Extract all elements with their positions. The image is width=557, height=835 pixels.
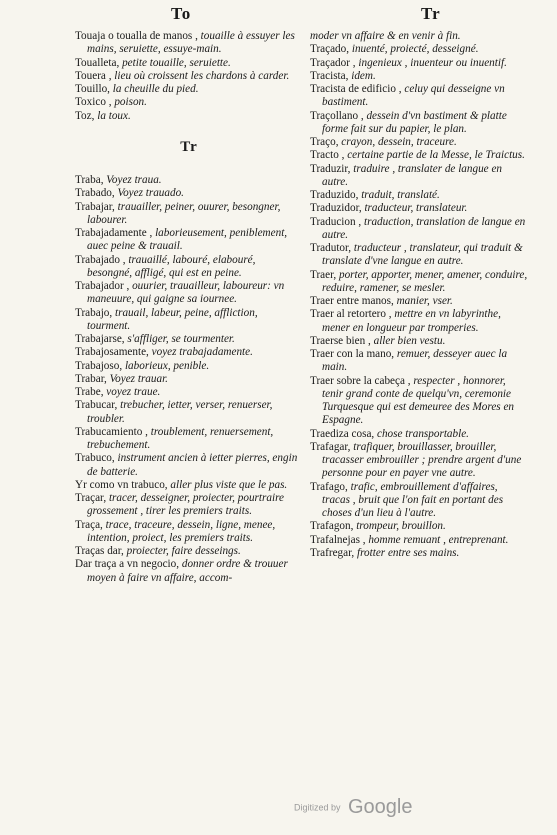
dictionary-entry	[75, 360, 303, 373]
dictionary-entry	[310, 57, 528, 70]
entry-definition: respecter , honnorer, tenir grand conte de quelqu'vn, ceremonie Turquesque qui est demeuree des Mores en Espagne.	[322, 374, 515, 427]
entry-headword: Traer sobre la cabeça ,	[310, 374, 411, 387]
entry-headword: Toxico ,	[75, 96, 112, 109]
dictionary-entry	[75, 386, 303, 399]
entry-definition: idem.	[351, 69, 376, 82]
entry-headword: Trabar,	[75, 372, 107, 385]
entry-definition: traducteur , translateur, qui traduit & translate d'vne langue en autre.	[322, 242, 523, 268]
dictionary-entry	[310, 149, 528, 162]
dictionary-entry	[310, 335, 528, 348]
entry-headword: Trabajo,	[75, 306, 113, 319]
entry-headword: Yr como vn trabuco,	[75, 478, 168, 491]
right-column	[310, 30, 528, 560]
entry-definition: voyez traue.	[106, 386, 161, 398]
watermark-prefix: Digitized by	[294, 802, 341, 813]
entry-definition: la cheuille du pied.	[112, 83, 199, 95]
dictionary-entry	[75, 307, 303, 334]
dictionary-entry	[75, 346, 303, 359]
entry-definition: trauailler, peiner, ouurer, besongner, labourer.	[87, 200, 281, 226]
dictionary-entry	[75, 479, 303, 492]
entry-headword: Tracista de edificio ,	[310, 83, 402, 95]
entry-definition: aller plus viste que le pas.	[170, 478, 288, 491]
entry-headword: Touaja o toualla de manos ,	[75, 30, 198, 42]
entry-headword: Traer,	[310, 268, 337, 281]
dictionary-entry	[310, 163, 528, 190]
entry-definition: instrument ancien à ietter pierres, engin de batterie.	[87, 452, 298, 478]
entry-headword: Traça,	[75, 518, 103, 531]
entry-definition: donner ordre & trouuer moyen à faire vn affaire, accom-	[87, 558, 288, 584]
entry-headword: Trafalnejas ,	[310, 533, 366, 546]
left-column	[75, 30, 303, 585]
entry-definition: trace, traceure, dessein, ligne, menee, intention, proiect, les premiers traits.	[87, 518, 276, 544]
entry-headword: Tracto ,	[310, 149, 345, 162]
dictionary-entry	[75, 57, 303, 70]
dictionary-entry	[75, 452, 303, 479]
dictionary-entry	[310, 534, 528, 547]
entry-definition: troublement, renuersement, trebuchement.	[87, 425, 274, 451]
entry-definition: inuenté, proiecté, desseigné.	[351, 43, 479, 56]
dictionary-entry	[75, 187, 303, 200]
entry-definition: crayon, dessein, traceure.	[341, 136, 457, 148]
entry-headword: Traças dar,	[75, 545, 124, 557]
entry-headword: Traduzidor,	[310, 202, 362, 215]
dictionary-entry	[310, 110, 528, 137]
section-heading: Tr	[180, 138, 198, 155]
entry-definition: proiecter, faire desseings.	[126, 545, 241, 557]
dictionary-entry	[310, 30, 528, 43]
entry-headword: Traer con la mano,	[310, 348, 395, 360]
watermark-brand: Google	[347, 796, 413, 818]
dictionary-entry	[75, 373, 303, 386]
dictionary-entry	[310, 375, 528, 428]
entry-definition: moder vn affaire & en venir à fin.	[310, 30, 461, 42]
entry-headword: Traerse bien ,	[310, 334, 371, 347]
entry-definition: traduire , translater de langue en autre.	[322, 162, 503, 188]
dictionary-entry	[310, 547, 528, 560]
entry-definition: Voyez trauar.	[109, 372, 168, 385]
entry-headword: Touera ,	[75, 69, 112, 82]
dictionary-entry	[310, 136, 528, 149]
dictionary-entry	[75, 558, 303, 585]
entry-headword: Trafago,	[310, 480, 348, 493]
entry-definition: chose transportable.	[377, 427, 469, 440]
entry-headword: Traba,	[75, 174, 104, 186]
entry-headword: Trabado,	[75, 187, 115, 200]
dictionary-entry	[75, 30, 303, 57]
dictionary-entry	[310, 70, 528, 83]
dictionary-entry	[75, 70, 303, 83]
dictionary-entry	[75, 83, 303, 96]
dictionary-entry	[75, 227, 303, 254]
entry-headword: Traduzir,	[310, 162, 351, 175]
digitized-by-google-watermark	[294, 796, 412, 819]
entry-definition: la toux.	[97, 109, 131, 122]
entry-definition: ingenieux , inuenteur ou inuentif.	[358, 56, 507, 69]
dictionary-entry	[75, 333, 303, 346]
entry-definition: laborieux, penible.	[124, 359, 210, 372]
dictionary-entry	[75, 399, 303, 426]
dictionary-entry	[310, 348, 528, 375]
entry-headword: Traço,	[310, 136, 339, 148]
entry-headword: Traçador ,	[310, 56, 356, 69]
entry-definition: trauail, labeur, peine, affliction, tourment.	[87, 306, 258, 332]
entry-headword: Trabajar,	[75, 200, 115, 213]
entry-headword: Tradutor,	[310, 242, 352, 254]
dictionary-entry	[310, 242, 528, 269]
entry-definition: traducteur, translateur.	[364, 202, 468, 215]
entry-headword: Traçollano ,	[310, 109, 364, 122]
entry-definition: trauaillé, labouré, elabouré, besongné, affligé, qui est en peine.	[87, 253, 256, 279]
entry-headword: Trabe,	[75, 386, 104, 398]
entry-definition: aller bien vestu.	[373, 334, 446, 347]
entry-headword: Traer entre manos,	[310, 295, 394, 307]
entry-headword: Traçado,	[310, 43, 350, 56]
dictionary-entry	[310, 295, 528, 308]
dictionary-entry	[75, 492, 303, 519]
entry-definition: traduction, translation de langue en autre.	[322, 215, 526, 241]
dictionary-entry	[75, 519, 303, 546]
dictionary-entry	[310, 202, 528, 215]
entry-definition: manier, vser.	[396, 295, 453, 307]
entry-definition: trebucher, ietter, verser, renuerser, troubler.	[87, 399, 273, 425]
entry-definition: ouurier, trauailleur, laboureur: vn maneuure, qui gaigne sa iournee.	[87, 280, 285, 306]
dictionary-entry	[310, 189, 528, 202]
entry-definition: remuer, desseyer auec la main.	[322, 348, 508, 374]
dictionary-entry	[75, 545, 303, 558]
entry-definition: touaille à essuyer les mains, seruiette, essuye-main.	[87, 30, 295, 56]
entry-definition: lieu où croissent les chardons à carder.	[114, 69, 290, 82]
entry-headword: Tracista,	[310, 69, 349, 82]
entry-headword: Trafagar,	[310, 440, 351, 453]
dictionary-entry	[310, 308, 528, 335]
entry-headword: Traducion ,	[310, 215, 362, 228]
dictionary-entry	[75, 174, 303, 187]
dictionary-entry	[75, 96, 303, 109]
entry-definition: trompeur, brouillon.	[356, 520, 446, 533]
entry-headword: Trabucar,	[75, 399, 118, 412]
dictionary-entry	[310, 520, 528, 533]
dictionary-entry	[75, 280, 303, 307]
dictionary-entry	[310, 481, 528, 521]
dictionary-entry	[310, 269, 528, 296]
entry-definition: mettre en vn labyrinthe, mener en longueur par tromperies.	[322, 308, 501, 334]
entry-headword: Trabajosamente,	[75, 346, 149, 359]
dictionary-entry	[310, 428, 528, 441]
left-top-entries	[75, 30, 303, 123]
entry-definition: trafiquer, brouillasser, brouiller, tracasser embrouiller ; prendre argent d'une personne pour en payer vne autre.	[322, 440, 522, 480]
entry-definition: tracer, desseigner, proiecter, pourtraire grossement , tirer les premiers traits.	[87, 492, 284, 518]
dictionary-entry	[75, 254, 303, 281]
entry-definition: Voyez trauado.	[117, 187, 184, 200]
entry-definition: trafic, embrouillement d'affaires, tracas , bruit que l'on fait en portant des choses d'un lieu à l'autre.	[322, 480, 504, 519]
entry-definition: s'affliger, se tourmenter.	[127, 333, 235, 345]
entry-definition: petite touaille, seruiette.	[122, 56, 231, 69]
entry-definition: poison.	[114, 96, 147, 109]
entry-headword: Trabajoso,	[75, 359, 123, 372]
entry-headword: Trabajador ,	[75, 280, 130, 292]
entry-definition: laborieusement, peniblement, auec peine & trauail.	[87, 227, 288, 253]
entry-headword: Dar traça a vn negocio,	[75, 558, 180, 571]
dictionary-entry	[75, 110, 303, 123]
entry-headword: Trafregar,	[310, 546, 355, 559]
entry-headword: Toualleta,	[75, 56, 120, 69]
entry-headword: Trabajarse,	[75, 333, 125, 345]
dictionary-entry	[310, 216, 528, 243]
entry-definition: voyez trabajadamente.	[151, 346, 253, 359]
entry-headword: Trabucamiento ,	[75, 425, 148, 438]
entry-definition: porter, apporter, mener, amener, conduire, reduire, ramener, se mesler.	[322, 268, 528, 294]
dictionary-entry	[310, 441, 528, 481]
entry-definition: certaine partie de la Messe, le Traictus.	[347, 149, 525, 162]
dictionary-entry	[75, 426, 303, 453]
left-bottom-entries	[75, 174, 303, 585]
entry-definition: frotter entre ses mains.	[356, 546, 460, 559]
entry-definition: dessein d'vn bastiment & platte forme fait sur du papier, le plan.	[322, 109, 507, 135]
entry-headword: Trabajadamente ,	[75, 227, 153, 239]
entry-headword: Toz,	[75, 109, 95, 122]
entry-headword: Traer al retortero ,	[310, 308, 392, 321]
entry-headword: Trafagon,	[310, 520, 354, 533]
dictionary-entry	[75, 201, 303, 228]
running-head-right: Tr	[421, 4, 441, 23]
entry-headword: Traçar,	[75, 492, 107, 504]
entry-headword: Trabuco,	[75, 452, 115, 465]
entry-definition: Voyez traua.	[106, 174, 162, 186]
entry-headword: Traediza cosa,	[310, 427, 375, 440]
dictionary-entry	[310, 43, 528, 56]
entry-headword: Trabajado ,	[75, 253, 126, 266]
entry-definition: traduit, translaté.	[361, 189, 440, 201]
dictionary-entry	[310, 83, 528, 110]
running-head-left: To	[171, 4, 192, 23]
right-entries	[310, 30, 528, 560]
entry-headword: Traduzido,	[310, 189, 359, 201]
entry-definition: homme remuant , entreprenant.	[368, 533, 509, 546]
entry-definition: celuy qui desseigne vn bastiment.	[322, 83, 505, 109]
entry-headword: Touillo,	[75, 83, 110, 95]
